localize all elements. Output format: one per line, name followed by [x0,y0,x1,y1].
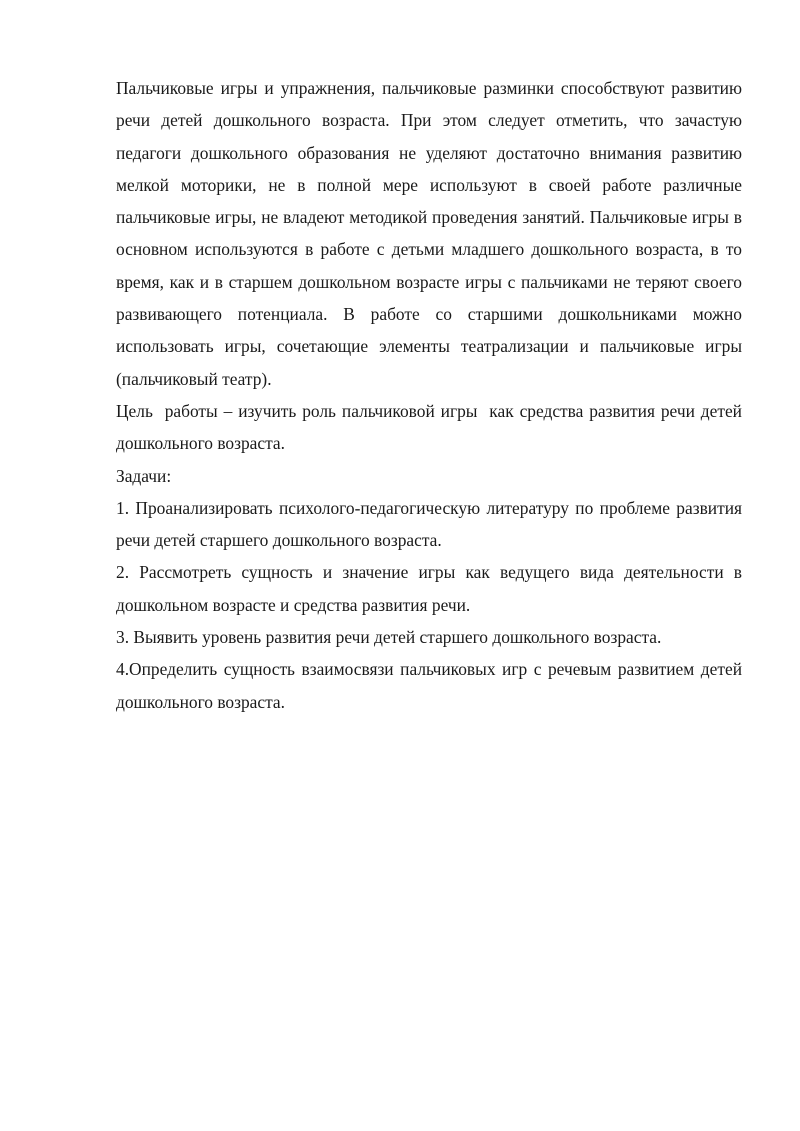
paragraph-goal: Цель работы – изучить роль пальчиковой игры как средства развития речи детей дошкольного возраста. [116,400,747,454]
paragraph-task-1: 1. Проанализировать психолого-педагогическую литературу по проблеме развития речи детей старшего дошкольного возраста. [116,497,742,551]
paragraph-task-4: 4.Определить сущность взаимосвязи пальчиковых игр с речевым развитием детей дошкольного возраста. [116,659,751,712]
paragraph-task-2: 2. Рассмотреть сущность и значение игры как ведущего вида деятельности в дошкольном возрасте и средства развития речи. [116,562,742,615]
paragraph-task-3: 3. Выявить уровень развития речи детей старшего дошкольного возраста. [116,627,662,648]
paragraph-intro: Пальчиковые игры и упражнения, пальчиковые разминки способствуют развитию речи детей дошкольного возраста. При этом следует отметить, что зачастую педагоги дошкольного образования не уделяют достаточно внимания развитию мелкой моторики, не в полной мере используют в своей работе различные пальчиковые игры, не владеют методикой проведения занятий. Пальчиковые игры в основном используются в работе с детьми младшего дошкольного возраста, в то время, как и в старшем дошкольном возрасте игры с пальчиками не теряют своего развивающего потенциала. В работе со старшими дошкольниками можно использовать игры, сочетающие элементы театрализации и пальчиковые игры (пальчиковый театр). [116,78,742,389]
document-body [116,72,751,718]
paragraph-tasks-heading: Задачи: [116,465,172,486]
